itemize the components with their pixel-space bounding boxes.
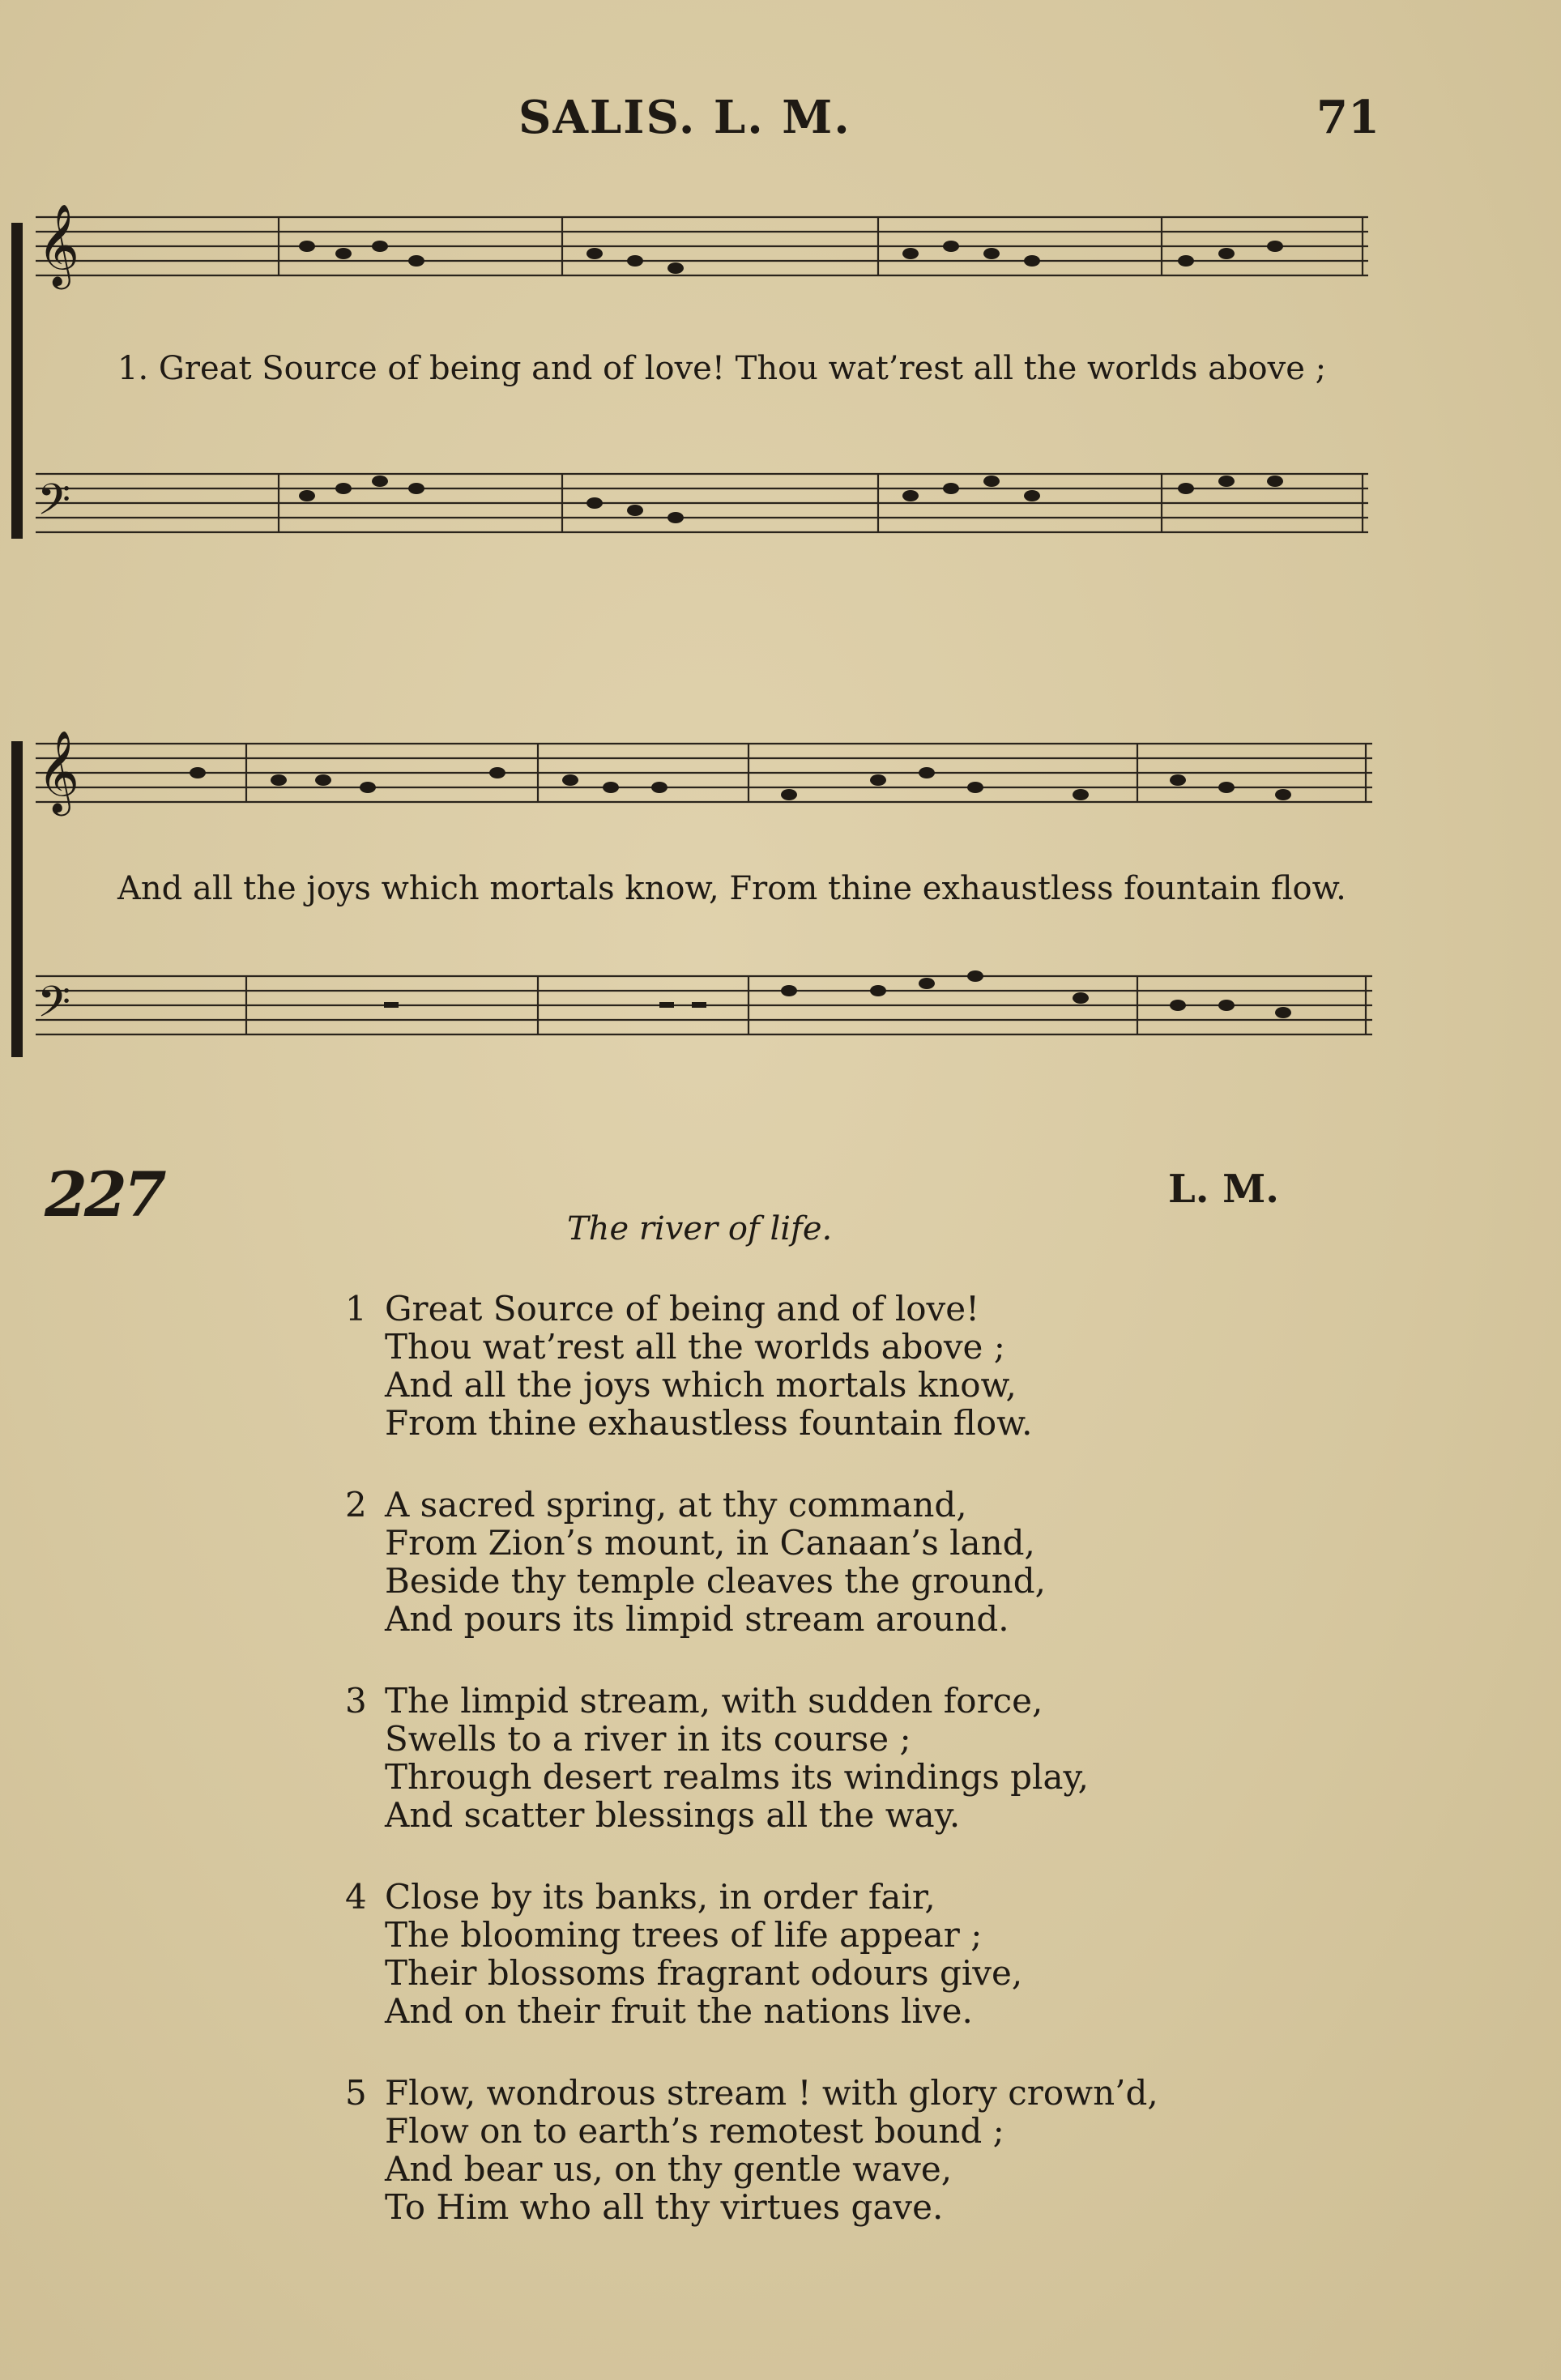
music-lyric-line-2: And all the joys which mortals know, From thine exhaustless fountain flow. <box>117 870 1346 907</box>
stanza <box>340 1290 1231 1442</box>
verse-line: Swells to a river in its course ; <box>385 1719 911 1759</box>
verse-line <box>340 1486 1231 1524</box>
verse-line: Thou wat’rest all the worlds above ; <box>385 1327 1005 1367</box>
stanza-number: 3 <box>345 1681 367 1721</box>
page-number: 71 <box>1316 91 1380 144</box>
verse-line: And bear us, on thy gentle wave, <box>385 2149 953 2189</box>
tune-title: SALIS. L. M. <box>518 91 851 144</box>
verse-line: Flow on to earth’s remotest bound ; <box>385 2111 1004 2151</box>
verse-line <box>340 1878 1231 1916</box>
verse-text: Flow, wondrous stream ! with glory crown’d, <box>385 2073 1158 2113</box>
svg-text:𝄞: 𝄞 <box>37 729 80 813</box>
verse-line: To Him who all thy virtues gave. <box>385 2187 944 2227</box>
svg-text:𝄞: 𝄞 <box>37 203 80 286</box>
svg-text:𝄢: 𝄢 <box>37 978 71 1038</box>
hymn-meter: L. M. <box>1168 1167 1280 1212</box>
stanza-number: 2 <box>345 1485 367 1525</box>
verse-line: And scatter blessings all the way. <box>385 1795 961 1835</box>
stanza <box>340 1682 1231 1834</box>
hymn-verses <box>340 1290 1231 2270</box>
hymn-subtitle: The river of life. <box>567 1210 833 1248</box>
stanza-number: 4 <box>345 1877 367 1917</box>
verse-text: The limpid stream, with sudden force, <box>385 1681 1043 1721</box>
verse-line: And on their fruit the nations live. <box>385 1991 973 2031</box>
verse-line <box>340 1682 1231 1720</box>
verse-line: The blooming trees of life appear ; <box>385 1915 983 1955</box>
verse-line: Beside thy temple cleaves the ground, <box>385 1561 1046 1601</box>
svg-text:𝄢: 𝄢 <box>37 476 71 535</box>
stanza <box>340 1878 1231 2030</box>
verse-line: From thine exhaustless fountain flow. <box>385 1403 1033 1443</box>
hymn-number: 227 <box>45 1158 164 1231</box>
music-lyric-line-1: 1. Great Source of being and of love! Thou wat’rest all the worlds above ; <box>117 350 1327 387</box>
verse-text: A sacred spring, at thy command, <box>385 1485 967 1525</box>
verse-line <box>340 2074 1231 2112</box>
verse-line: And pours its limpid stream around. <box>385 1599 1009 1639</box>
verse-line: And all the joys which mortals know, <box>385 1365 1017 1405</box>
verse-line: Their blossoms fragrant odours give, <box>385 1953 1023 1993</box>
verse-text: Close by its banks, in order fair, <box>385 1877 936 1917</box>
stanza-number: 1 <box>345 1289 367 1329</box>
verse-line: Through desert realms its windings play, <box>385 1757 1090 1797</box>
verse-text: Great Source of being and of love! <box>385 1289 979 1329</box>
stanza <box>340 1486 1231 1638</box>
stanza <box>340 2074 1231 2226</box>
verse-line: From Zion’s mount, in Canaan’s land, <box>385 1523 1035 1563</box>
verse-line <box>340 1290 1231 1328</box>
stanza-number: 5 <box>345 2073 367 2113</box>
